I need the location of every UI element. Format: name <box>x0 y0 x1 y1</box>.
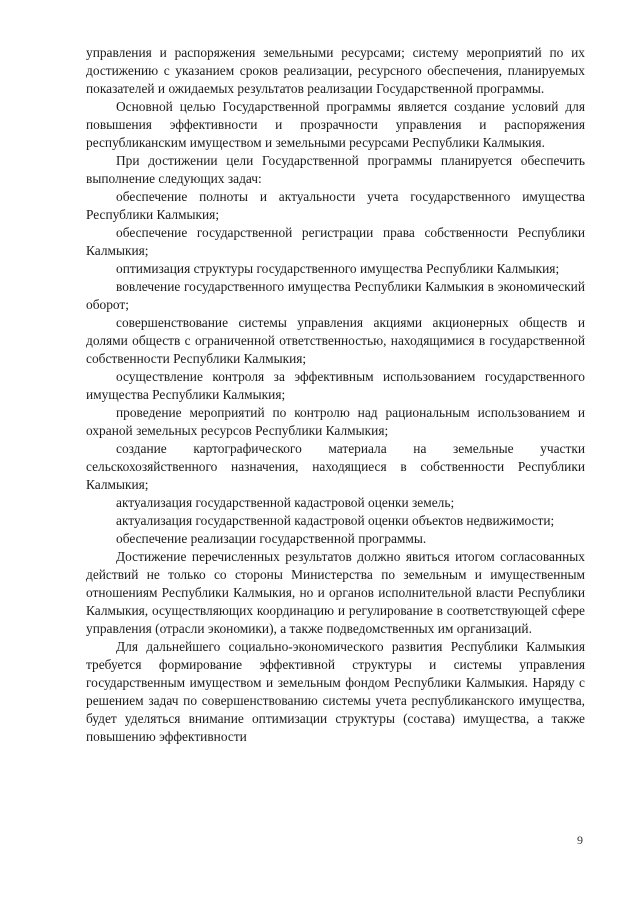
paragraph-2: Основной целью Государственной программы является создание условий для повышения эффективности и прозрачности управления и распоряжения республиканским имуществом и земельными ресурсами Республики Калмыкия. <box>86 99 585 150</box>
paragraph-3: При достижении цели Государственной программы планируется обеспечить выполнение следующих задач: <box>86 153 585 186</box>
task-item-5: совершенствование системы управления акциями акционерных обществ и долями обществ с ограниченной ответственностью, находящимися в государственной собственности Республики Калмыкия; <box>86 315 585 366</box>
paragraph-results: Достижение перечисленных результатов должно явиться итогом согласованных действий не только со стороны Министерства по земельным и имущественным отношениям Республики Калмыкия, но и органов исполнительной власти Республики Калмыкия, осуществляющих координацию и регулирование в соответствующей сфере управления (отрасли экономики), а также подведомственных им организаций. <box>86 549 585 636</box>
task-item-7: проведение мероприятий по контролю над рациональным использованием и охраной земельных ресурсов Республики Калмыкия; <box>86 405 585 438</box>
task-item-3: оптимизация структуры государственного имущества Республики Калмыкия; <box>116 261 560 276</box>
paragraph-1: управления и распоряжения земельными ресурсами; систему мероприятий по их достижению с указанием сроков реализации, ресурсного обеспечения, планируемых показателей и ожидаемых результатов реализации Государственной программы. <box>86 45 585 96</box>
task-item-4: вовлечение государственного имущества Республики Калмыкия в экономический оборот; <box>86 279 585 312</box>
task-item-11: обеспечение реализации государственной программы. <box>116 531 427 546</box>
document-body <box>86 44 585 746</box>
paragraph-development: Для дальнейшего социально-экономического развития Республики Калмыкия требуется формирование эффективной структуры и системы управления государственным имуществом и земельным фондом Республики Калмыкия. Наряду с решением задач по совершенствованию системы учета республиканского имущества, будет уделяться внимание оптимизации структуры (состава) имущества, а также повышению эффективности <box>86 639 585 744</box>
task-item-2: обеспечение государственной регистрации права собственности Республики Калмыкия; <box>86 225 585 258</box>
task-item-8: создание картографического материала на земельные участки сельскохозяйственного назначения, находящиеся в собственности Республики Калмыкия; <box>86 441 585 492</box>
task-item-9: актуализация государственной кадастровой оценки земель; <box>116 495 455 510</box>
task-item-10: актуализация государственной кадастровой оценки объектов недвижимости; <box>116 513 555 528</box>
task-item-1: обеспечение полноты и актуальности учета государственного имущества Республики Калмыкия; <box>86 189 585 222</box>
page-number: 9 <box>577 833 583 847</box>
task-item-6: осуществление контроля за эффективным использованием государственного имущества Республики Калмыкия; <box>86 369 585 402</box>
